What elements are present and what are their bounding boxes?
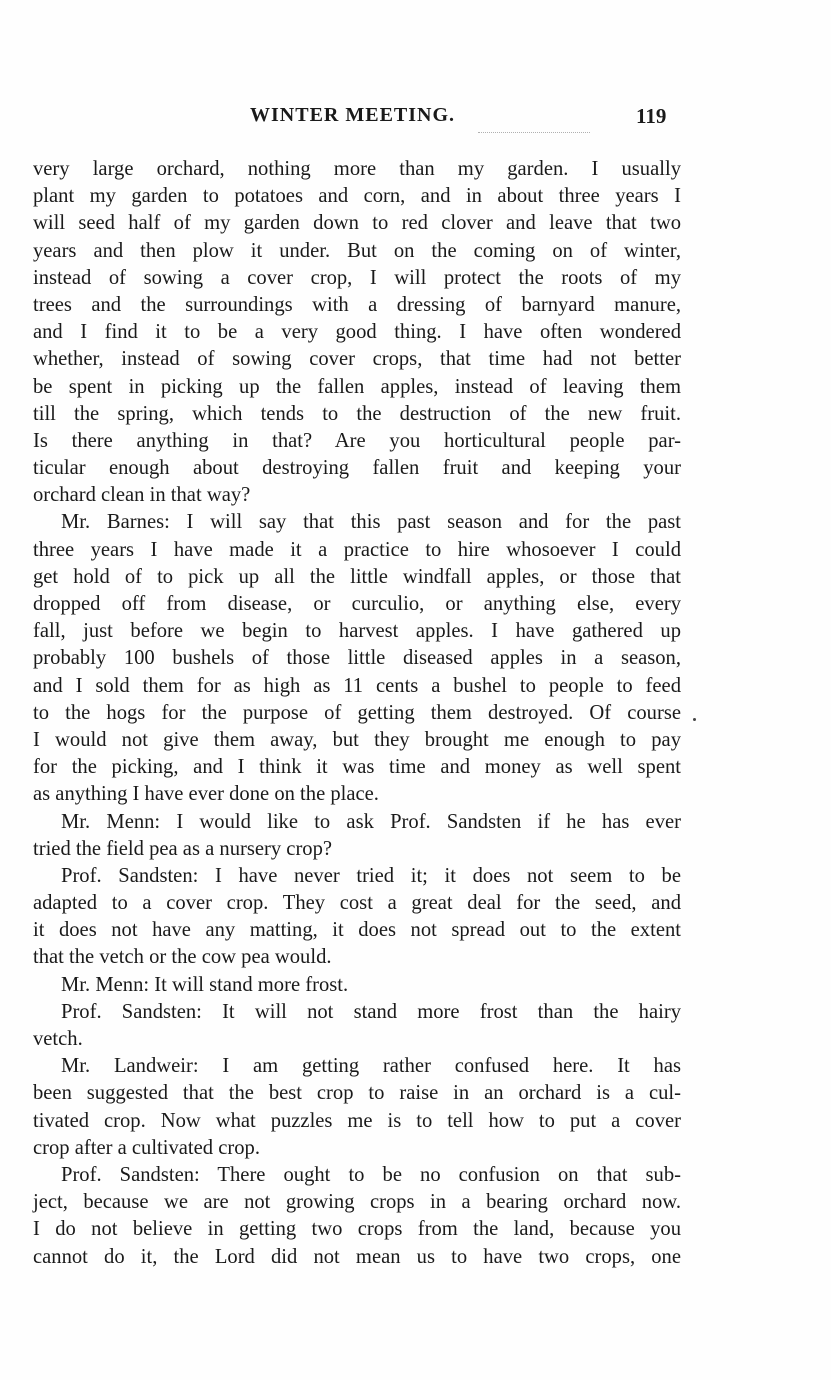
text-line: and I sold them for as high as 11 cents a bushel to people to feed [33,674,681,697]
text-line: orchard clean in that way? [33,484,251,507]
text-line: I do not believe in getting two crops from the land, because you [33,1218,681,1241]
text-line: be spent in picking up the fallen apples, instead of leaving them [33,375,681,398]
print-speck [478,132,590,139]
text-line: been suggested that the best crop to raise in an orchard is a cul- [33,1082,681,1105]
text-line: I would not give them away, but they brought me enough to pay [33,728,681,751]
text-line: tivated crop. Now what puzzles me is to tell how to put a cover [33,1109,681,1132]
text-line: cannot do it, the Lord did not mean us to have two crops, one [33,1245,681,1268]
text-line: crop after a cultivated crop. [33,1136,260,1159]
page-number: 119 [636,104,667,128]
text-line: Mr. Barnes: I will say that this past season and for the past [61,511,681,534]
text-line: adapted to a cover crop. They cost a great deal for the seed, and [33,892,681,915]
text-line: Prof. Sandsten: I have never tried it; it does not seem to be [61,864,681,887]
text-line: ticular enough about destroying fallen fruit and keeping your [33,457,681,480]
body-text [33,156,681,1271]
text-line: probably 100 bushels of those little diseased apples in a season, [33,647,681,670]
text-line: Mr. Landweir: I am getting rather confused here. It has [61,1055,681,1078]
text-line: ject, because we are not growing crops in a bearing orchard now. [33,1191,681,1214]
text-line: fall, just before we begin to harvest apples. I have gathered up [33,620,681,643]
text-line: trees and the surroundings with a dressing of barnyard manure, [33,293,681,316]
text-line: instead of sowing a cover crop, I will protect the roots of my [33,266,681,289]
text-line: will seed half of my garden down to red clover and leave that two [33,212,681,235]
text-line: dropped off from disease, or curculio, or anything else, every [33,593,681,615]
text-line: three years I have made it a practice to hire whosoever I could [33,538,681,561]
text-line: till the spring, which tends to the destruction of the new fruit. [33,402,681,425]
text-line: to the hogs for the purpose of getting them destroyed. Of course [33,701,681,724]
text-line: vetch. [33,1028,83,1050]
text-line: Prof. Sandsten: It will not stand more frost than the hairy [61,1000,681,1023]
text-line: very large orchard, nothing more than my garden. I usually [33,158,681,180]
text-line: it does not have any matting, it does not spread out to the extent [33,919,681,942]
text-line: for the picking, and I think it was time and money as well spent [33,756,681,779]
text-line: years and then plow it under. But on the coming on of winter, [33,239,681,262]
text-line: and I find it to be a very good thing. I have often wondered [33,321,681,344]
running-header [0,104,831,134]
text-line: Mr. Menn: I would like to ask Prof. Sandsten if he has ever [61,810,681,833]
text-line: Is there anything in that? Are you horticultural people par- [33,429,681,452]
text-line: whether, instead of sowing cover crops, that time had not better [33,348,681,371]
text-line: Mr. Menn: It will stand more frost. [61,973,349,996]
text-line: tried the field pea as a nursery crop? [33,837,333,860]
text-line: as anything I have ever done on the place. [33,783,379,806]
text-line: get hold of to pick up all the little windfall apples, or those that [33,565,681,588]
text-line: plant my garden to potatoes and corn, and in about three years I [33,185,681,208]
running-title: WINTER MEETING. [250,104,456,126]
text-line: Prof. Sandsten: There ought to be no confusion on that sub- [61,1163,681,1186]
text-line: that the vetch or the cow pea would. [33,946,332,969]
margin-mark [693,718,696,721]
